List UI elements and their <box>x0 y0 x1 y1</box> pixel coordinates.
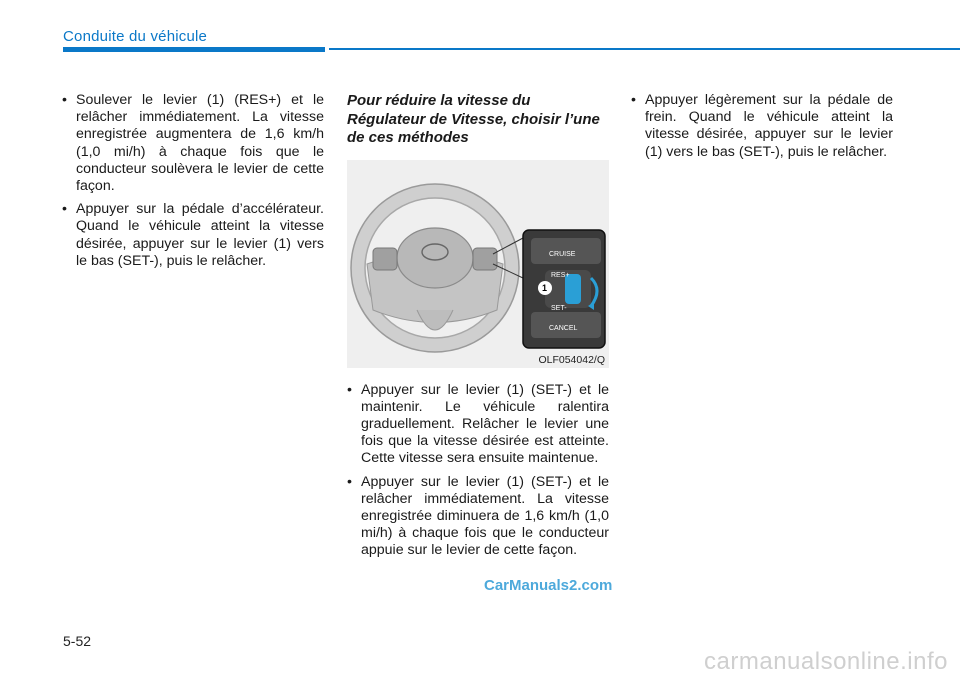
set-label: SET- <box>551 304 567 312</box>
bullet-list-left <box>62 92 324 270</box>
cancel-label: CANCEL <box>549 324 578 332</box>
list-item: • Appuyer sur la pédale d’accélérateur. Quand le véhicule atteint la vitesse désirée, appuyer sur le levier (1) vers le bas (SET-), puis le relâcher. <box>62 201 324 270</box>
column-left <box>62 92 324 276</box>
list-item: • Soulever le levier (1) (RES+) et le relâcher immédiatement. La vitesse enregistrée augmentera de 1,6 km/h (1,0 mi/h) à chaque fois que le conducteur soulèvera le levier de cette façon. <box>62 92 324 195</box>
column-right <box>631 92 893 167</box>
steering-wheel-illustration <box>347 160 609 368</box>
list-item: • Appuyer légèrement sur la pédale de frein. Quand le véhicule atteint la vitesse désirée, appuyer sur le levier (1) vers le bas (SET-), puis le relâcher. <box>631 92 893 161</box>
steering-wheel-icon <box>351 184 519 352</box>
list-item: • Appuyer sur le levier (1) (SET-) et le relâcher immédiatement. La vitesse enregistrée diminuera de 1,6 km/h (1,0 mi/h) à chaque fois que le conducteur appuie sur le levier de cette façon. <box>347 474 609 560</box>
header-rule-thick <box>63 47 325 52</box>
cruise-label: CRUISE <box>549 250 576 258</box>
column-middle <box>347 92 609 566</box>
bullet-list-middle <box>347 382 609 560</box>
section-title: Conduite du véhicule <box>63 28 208 45</box>
header-rule-thin <box>329 48 960 50</box>
subheading: Pour réduire la vitesse du Régulateur de Vitesse, choisir l’une de ces méthodes <box>347 92 600 146</box>
list-item: • Appuyer sur le levier (1) (SET-) et le maintenir. Le véhicule ralentira graduellement. Relâcher le levier une fois que la vitesse désirée est atteinte. Cette vitesse sera ensuite maintenue. <box>347 382 609 468</box>
footer-site-mark: carmanualsonline.info <box>704 648 948 675</box>
figure-caption: OLF054042/Q <box>538 353 605 366</box>
watermark: CarManuals2.com <box>484 577 613 594</box>
bullet-list-right <box>631 92 893 161</box>
callout-number: 1 <box>542 282 548 293</box>
res-label: RES+ <box>551 271 570 279</box>
page-number: 5-52 <box>63 633 92 649</box>
steering-wheel-figure <box>347 160 609 368</box>
